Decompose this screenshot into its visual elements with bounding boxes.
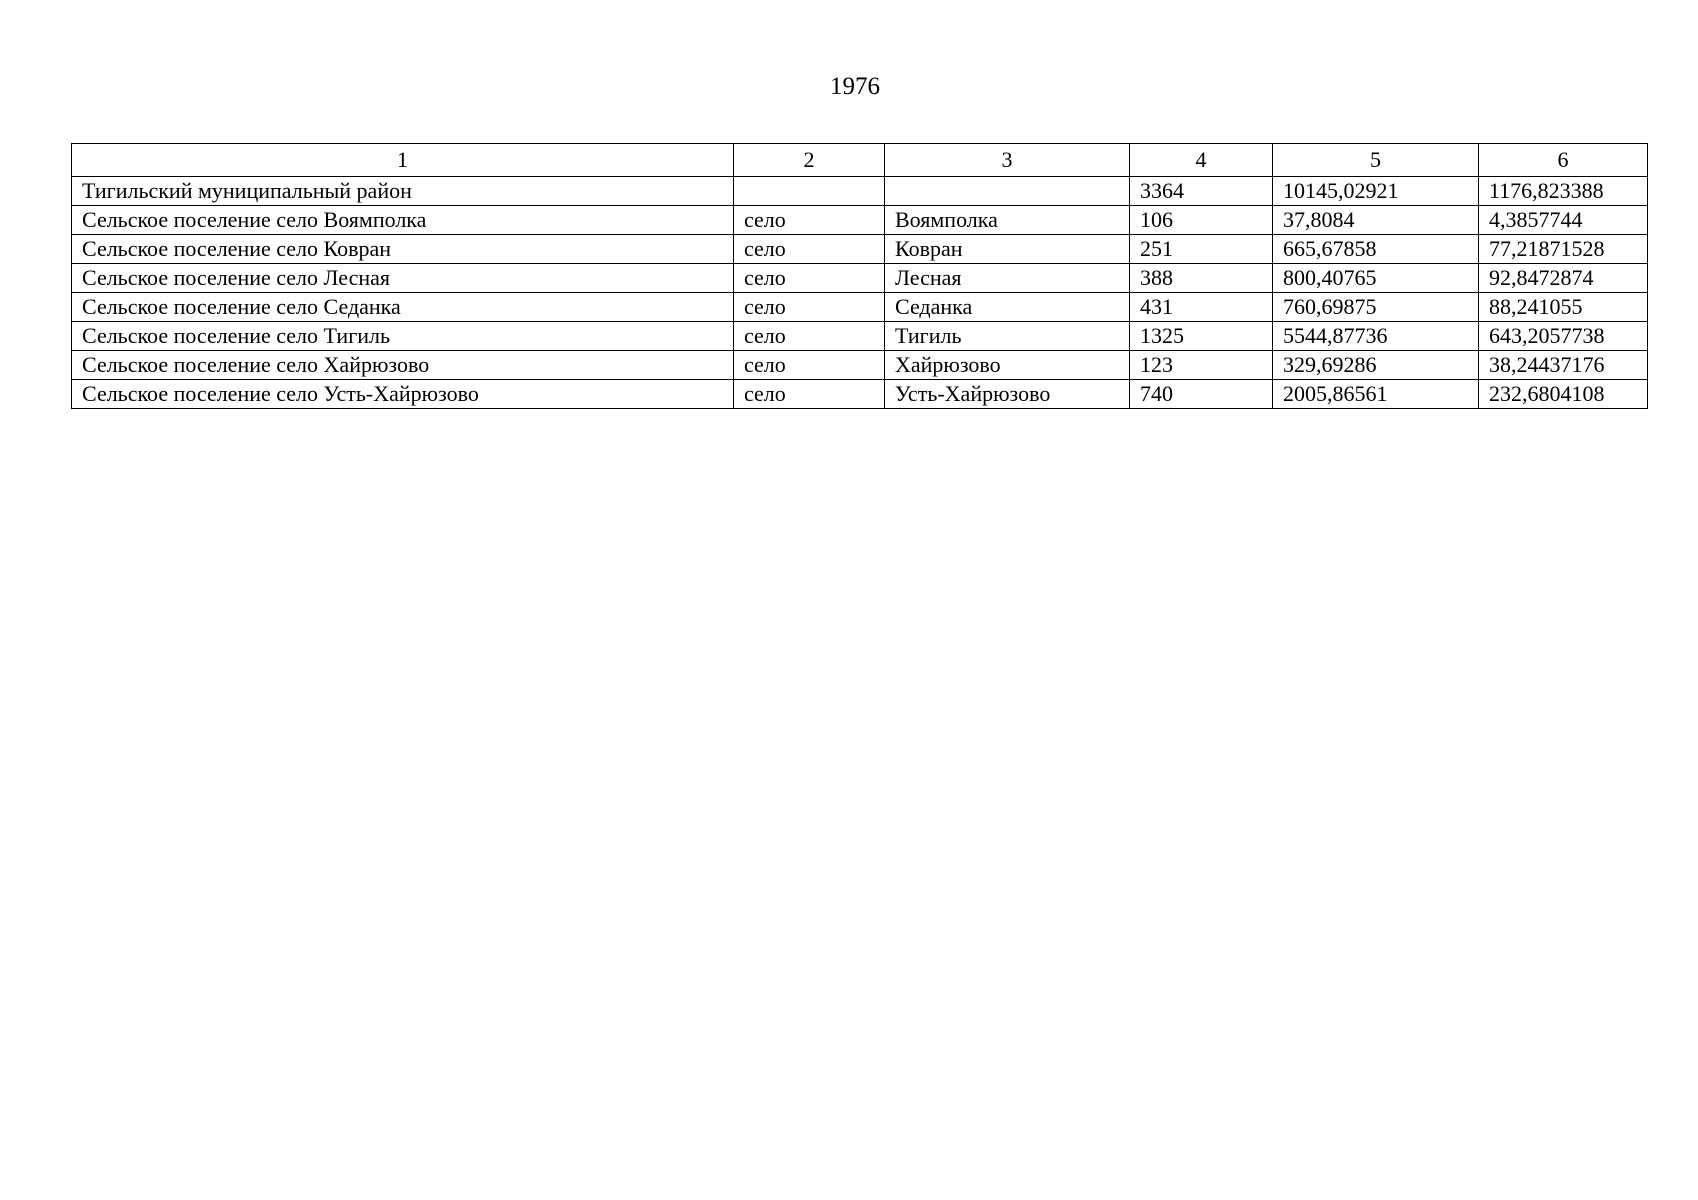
table-cell: 88,241055 — [1479, 293, 1648, 322]
table-cell: Сельское поселение село Хайрюзово — [72, 351, 734, 380]
table-cell: Воямполка — [885, 206, 1130, 235]
column-header: 5 — [1273, 144, 1479, 177]
table-cell: 388 — [1130, 264, 1273, 293]
table-cell: село — [734, 264, 885, 293]
table-row — [72, 351, 1648, 380]
table-row — [72, 293, 1648, 322]
table-cell: Тигиль — [885, 322, 1130, 351]
table-cell: Седанка — [885, 293, 1130, 322]
table-cell — [885, 177, 1130, 206]
table-cell: Сельское поселение село Седанка — [72, 293, 734, 322]
table-cell: 1325 — [1130, 322, 1273, 351]
table-cell: 38,24437176 — [1479, 351, 1648, 380]
table-cell: 665,67858 — [1273, 235, 1479, 264]
table-row — [72, 206, 1648, 235]
table-cell: 431 — [1130, 293, 1273, 322]
table-cell: 106 — [1130, 206, 1273, 235]
table-cell: 1176,823388 — [1479, 177, 1648, 206]
column-header: 3 — [885, 144, 1130, 177]
table-cell: село — [734, 351, 885, 380]
table-cell: село — [734, 293, 885, 322]
table-cell: 3364 — [1130, 177, 1273, 206]
table-cell: 2005,86561 — [1273, 380, 1479, 409]
table-row — [72, 264, 1648, 293]
table-cell: 92,8472874 — [1479, 264, 1648, 293]
table-cell: село — [734, 322, 885, 351]
data-table — [71, 143, 1648, 409]
table-cell: Сельское поселение село Усть-Хайрюзово — [72, 380, 734, 409]
table-cell: Хайрюзово — [885, 351, 1130, 380]
table-cell: 232,6804108 — [1479, 380, 1648, 409]
column-header: 2 — [734, 144, 885, 177]
table-cell: 5544,87736 — [1273, 322, 1479, 351]
table-cell: Сельское поселение село Воямполка — [72, 206, 734, 235]
column-header: 6 — [1479, 144, 1648, 177]
table-row — [72, 235, 1648, 264]
table-cell — [734, 177, 885, 206]
table-cell: село — [734, 380, 885, 409]
page-number: 1976 — [830, 73, 880, 100]
table-cell: 251 — [1130, 235, 1273, 264]
table-row — [72, 380, 1648, 409]
table-cell: 329,69286 — [1273, 351, 1479, 380]
table-cell: 10145,02921 — [1273, 177, 1479, 206]
table-cell: Тигильский муниципальный район — [72, 177, 734, 206]
table-cell: 760,69875 — [1273, 293, 1479, 322]
table-cell: Ковран — [885, 235, 1130, 264]
table-cell: Лесная — [885, 264, 1130, 293]
table-cell: 740 — [1130, 380, 1273, 409]
table-cell: 123 — [1130, 351, 1273, 380]
table-cell: село — [734, 235, 885, 264]
column-header: 1 — [72, 144, 734, 177]
table-row — [72, 177, 1648, 206]
table-cell: 37,8084 — [1273, 206, 1479, 235]
table-cell: Сельское поселение село Лесная — [72, 264, 734, 293]
column-header: 4 — [1130, 144, 1273, 177]
table-cell: Усть-Хайрюзово — [885, 380, 1130, 409]
table-cell: 800,40765 — [1273, 264, 1479, 293]
table-cell: 643,2057738 — [1479, 322, 1648, 351]
table-cell: 77,21871528 — [1479, 235, 1648, 264]
table-cell: Сельское поселение село Ковран — [72, 235, 734, 264]
table-header-row — [72, 144, 1648, 177]
table-cell: 4,3857744 — [1479, 206, 1648, 235]
table-cell: Сельское поселение село Тигиль — [72, 322, 734, 351]
table-row — [72, 322, 1648, 351]
table-cell: село — [734, 206, 885, 235]
